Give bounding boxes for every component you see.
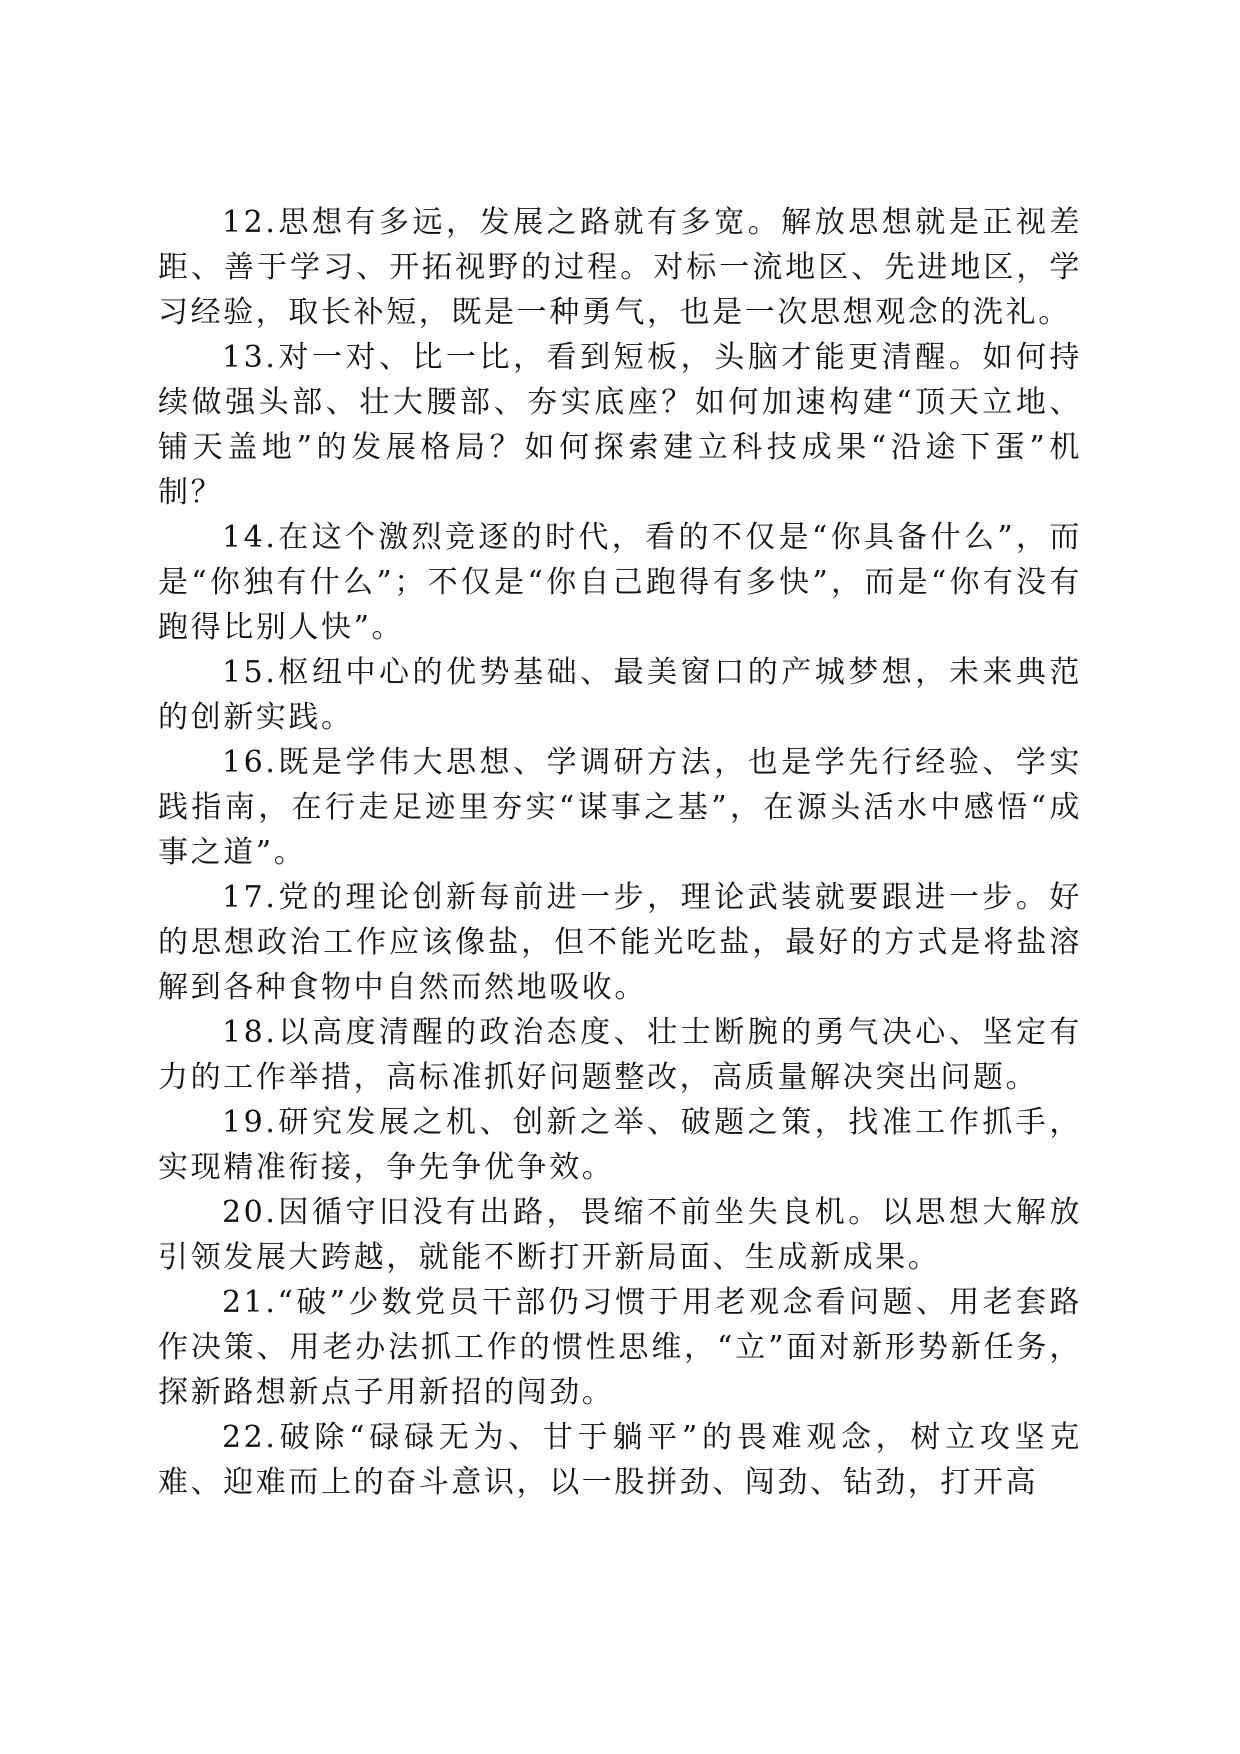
paragraph-21: 21.“破”少数党员干部仍习惯于用老观念看问题、用老套路作决策、用老办法抓工作的惯性思维，“立”面对新形势新任务，探新路想新点子用新招的闯劲。 bbox=[158, 1285, 1082, 1410]
paragraph-15: 15.枢纽中心的优势基础、最美窗口的产城梦想，未来典范的创新实践。 bbox=[158, 655, 1082, 735]
paragraph-16: 16.既是学伟大思想、学调研方法，也是学先行经验、学实践指南，在行走足迹里夯实“谋事之基”，在源头活水中感悟“成事之道”。 bbox=[158, 745, 1082, 870]
paragraph-18: 18.以高度清醒的政治态度、壮士断腕的勇气决心、坚定有力的工作举措，高标准抓好问题整改，高质量解决突出问题。 bbox=[158, 1015, 1082, 1095]
paragraph-13: 13.对一对、比一比，看到短板，头脑才能更清醒。如何持续做强头部、壮大腰部、夯实底座？如何加速构建“顶天立地、铺天盖地”的发展格局？如何探索建立科技成果“沿途下蛋”机制？ bbox=[158, 340, 1082, 510]
paragraph-22: 22.破除“碌碌无为、甘于躺平”的畏难观念，树立攻坚克难、迎难而上的奋斗意识，以一股拼劲、闯劲、钻劲，打开高 bbox=[158, 1420, 1082, 1500]
paragraph-14: 14.在这个激烈竞逐的时代，看的不仅是“你具备什么”，而是“你独有什么”；不仅是“你自己跑得有多快”，而是“你有没有跑得比别人快”。 bbox=[158, 520, 1082, 645]
paragraph-19: 19.研究发展之机、创新之举、破题之策，找准工作抓手，实现精准衔接，争先争优争效。 bbox=[158, 1105, 1082, 1185]
paragraph-12: 12.思想有多远，发展之路就有多宽。解放思想就是正视差距、善于学习、开拓视野的过程。对标一流地区、先进地区，学习经验，取长补短，既是一种勇气，也是一次思想观念的洗礼。 bbox=[158, 205, 1082, 330]
document-page bbox=[158, 200, 1082, 1505]
paragraph-20: 20.因循守旧没有出路，畏缩不前坐失良机。以思想大解放引领发展大跨越，就能不断打开新局面、生成新成果。 bbox=[158, 1195, 1082, 1275]
paragraph-17: 17.党的理论创新每前进一步，理论武装就要跟进一步。好的思想政治工作应该像盐，但不能光吃盐，最好的方式是将盐溶解到各种食物中自然而然地吸收。 bbox=[158, 880, 1082, 1005]
